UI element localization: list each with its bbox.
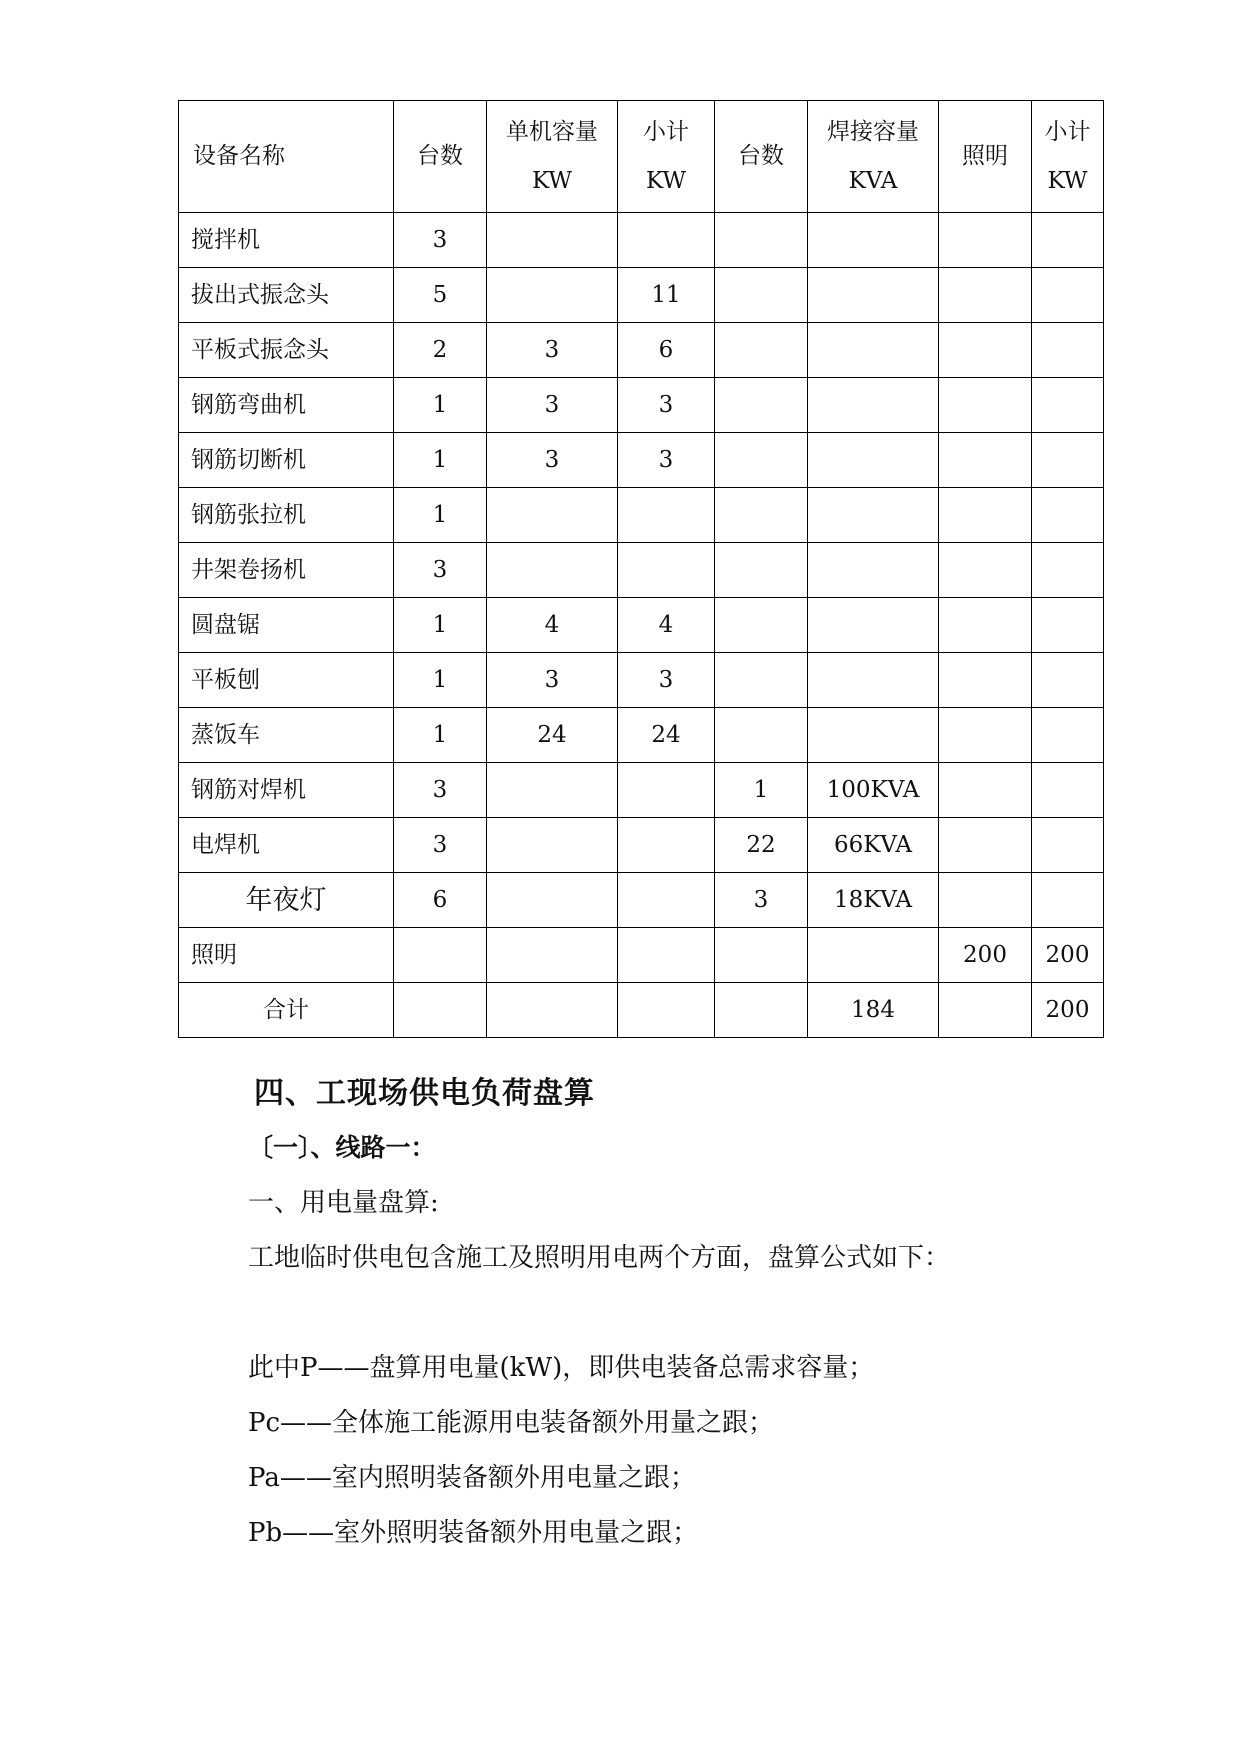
row-subtotal bbox=[618, 543, 715, 598]
row-unit-capacity bbox=[487, 268, 618, 323]
row-count: 3 bbox=[394, 543, 487, 598]
header-subtotal2-unit: KW bbox=[1047, 167, 1088, 194]
row-count: 3 bbox=[394, 818, 487, 873]
row-name: 合计 bbox=[179, 983, 394, 1038]
row-count2 bbox=[715, 653, 808, 708]
row-count2 bbox=[715, 213, 808, 268]
table-row bbox=[179, 653, 1104, 708]
row-subtotal2 bbox=[1032, 653, 1104, 708]
row-subtotal2 bbox=[1032, 323, 1104, 378]
row-lighting bbox=[939, 708, 1032, 763]
row-name: 搅拌机 bbox=[179, 213, 394, 268]
row-lighting bbox=[939, 488, 1032, 543]
row-welding-capacity bbox=[808, 433, 939, 488]
row-subtotal bbox=[618, 873, 715, 928]
row-subtotal2: 200 bbox=[1032, 983, 1104, 1038]
row-name: 圆盘锯 bbox=[179, 598, 394, 653]
subsection-heading: 〔一〕、线路一： bbox=[248, 1133, 436, 1162]
row-unit-capacity: 24 bbox=[487, 708, 618, 763]
table-row bbox=[179, 488, 1104, 543]
row-count2 bbox=[715, 708, 808, 763]
row-subtotal2 bbox=[1032, 818, 1104, 873]
row-unit-capacity bbox=[487, 818, 618, 873]
paragraph: Pc——全体施工能源用电装备额外用量之跟； bbox=[248, 1408, 775, 1438]
row-welding-capacity bbox=[808, 543, 939, 598]
row-subtotal bbox=[618, 763, 715, 818]
row-count: 2 bbox=[394, 323, 487, 378]
row-name: 平板式振念头 bbox=[179, 323, 394, 378]
row-subtotal: 3 bbox=[618, 378, 715, 433]
header-lighting: 照明 bbox=[962, 143, 1008, 169]
paragraph: 此中P——盘算用电量(kW)，即供电装备总需求容量； bbox=[248, 1353, 875, 1383]
table-row bbox=[179, 763, 1104, 818]
header-welding-capacity-unit: KVA bbox=[848, 167, 898, 194]
paragraph: 工地临时供电包含施工及照明用电两个方面，盘算公式如下： bbox=[248, 1243, 951, 1273]
row-count2 bbox=[715, 928, 808, 983]
row-count bbox=[394, 983, 487, 1038]
section-heading: 四、工现场供电负荷盘算 bbox=[254, 1076, 595, 1111]
row-welding-capacity bbox=[808, 213, 939, 268]
header-welding-capacity: 焊接容量 bbox=[827, 118, 919, 145]
header-subtotal2-cell bbox=[1032, 101, 1104, 213]
row-subtotal: 6 bbox=[618, 323, 715, 378]
row-subtotal2 bbox=[1032, 763, 1104, 818]
header-subtotal: 小计 bbox=[643, 118, 689, 145]
row-welding-capacity: 66KVA bbox=[808, 818, 939, 873]
row-subtotal2 bbox=[1032, 433, 1104, 488]
row-subtotal: 24 bbox=[618, 708, 715, 763]
row-count: 3 bbox=[394, 213, 487, 268]
header-unit-capacity-cell bbox=[487, 101, 618, 213]
row-name: 钢筋弯曲机 bbox=[179, 378, 394, 433]
row-subtotal bbox=[618, 928, 715, 983]
row-count2 bbox=[715, 543, 808, 598]
row-subtotal2 bbox=[1032, 873, 1104, 928]
table-row bbox=[179, 873, 1104, 928]
row-welding-capacity bbox=[808, 928, 939, 983]
row-count: 1 bbox=[394, 598, 487, 653]
table-row bbox=[179, 378, 1104, 433]
row-unit-capacity: 3 bbox=[487, 653, 618, 708]
paragraph: Pa——室内照明装备额外用电量之跟； bbox=[248, 1463, 696, 1493]
row-welding-capacity: 18KVA bbox=[808, 873, 939, 928]
row-name: 年夜灯 bbox=[179, 873, 394, 928]
row-welding-capacity bbox=[808, 598, 939, 653]
table-total-row bbox=[179, 983, 1104, 1038]
row-lighting bbox=[939, 763, 1032, 818]
row-count2 bbox=[715, 433, 808, 488]
row-name: 照明 bbox=[179, 928, 394, 983]
row-count2 bbox=[715, 983, 808, 1038]
row-lighting bbox=[939, 543, 1032, 598]
row-subtotal: 3 bbox=[618, 653, 715, 708]
row-lighting bbox=[939, 598, 1032, 653]
row-unit-capacity bbox=[487, 763, 618, 818]
row-name: 井架卷扬机 bbox=[179, 543, 394, 598]
table-row bbox=[179, 323, 1104, 378]
row-name: 平板刨 bbox=[179, 653, 394, 708]
row-count: 1 bbox=[394, 433, 487, 488]
header-unit-capacity: 单机容量 bbox=[506, 118, 598, 145]
row-welding-capacity bbox=[808, 378, 939, 433]
header-subtotal-unit: KW bbox=[645, 167, 686, 194]
row-subtotal2 bbox=[1032, 378, 1104, 433]
row-unit-capacity: 3 bbox=[487, 378, 618, 433]
row-name: 蒸饭车 bbox=[179, 708, 394, 763]
row-lighting: 200 bbox=[939, 928, 1032, 983]
row-subtotal2 bbox=[1032, 213, 1104, 268]
row-count: 1 bbox=[394, 653, 487, 708]
table-row bbox=[179, 818, 1104, 873]
row-welding-capacity: 100KVA bbox=[808, 763, 939, 818]
row-welding-capacity bbox=[808, 323, 939, 378]
table-header-row bbox=[179, 101, 1104, 213]
header-welding-capacity-cell bbox=[808, 101, 939, 213]
row-unit-capacity: 3 bbox=[487, 433, 618, 488]
row-subtotal2 bbox=[1032, 543, 1104, 598]
row-unit-capacity bbox=[487, 488, 618, 543]
header-lighting-cell bbox=[939, 101, 1032, 213]
paragraph: 一、用电量盘算: bbox=[248, 1188, 439, 1218]
row-lighting bbox=[939, 268, 1032, 323]
row-unit-capacity: 4 bbox=[487, 598, 618, 653]
row-lighting bbox=[939, 378, 1032, 433]
table-row bbox=[179, 213, 1104, 268]
header-count-cell bbox=[394, 101, 487, 213]
table-row bbox=[179, 268, 1104, 323]
header-count2: 台数 bbox=[738, 143, 784, 169]
row-subtotal: 11 bbox=[618, 268, 715, 323]
table-row bbox=[179, 928, 1104, 983]
row-subtotal bbox=[618, 488, 715, 543]
row-name: 拔出式振念头 bbox=[179, 268, 394, 323]
row-lighting bbox=[939, 983, 1032, 1038]
row-count: 1 bbox=[394, 488, 487, 543]
row-subtotal2: 200 bbox=[1032, 928, 1104, 983]
row-name: 钢筋切断机 bbox=[179, 433, 394, 488]
equipment-load-table bbox=[178, 100, 1104, 1038]
row-count2 bbox=[715, 598, 808, 653]
row-subtotal: 3 bbox=[618, 433, 715, 488]
row-unit-capacity bbox=[487, 873, 618, 928]
row-lighting bbox=[939, 433, 1032, 488]
header-unit-capacity-unit: KW bbox=[531, 167, 572, 194]
header-count2-cell bbox=[715, 101, 808, 213]
row-count2: 1 bbox=[715, 763, 808, 818]
row-unit-capacity bbox=[487, 983, 618, 1038]
header-count: 台数 bbox=[417, 143, 463, 169]
table-row bbox=[179, 543, 1104, 598]
row-count2 bbox=[715, 488, 808, 543]
row-subtotal bbox=[618, 213, 715, 268]
row-subtotal bbox=[618, 818, 715, 873]
table-row bbox=[179, 433, 1104, 488]
row-welding-capacity bbox=[808, 708, 939, 763]
row-count: 1 bbox=[394, 708, 487, 763]
row-count: 3 bbox=[394, 763, 487, 818]
row-count2 bbox=[715, 378, 808, 433]
row-count2 bbox=[715, 323, 808, 378]
row-unit-capacity bbox=[487, 928, 618, 983]
row-count: 6 bbox=[394, 873, 487, 928]
row-welding-capacity bbox=[808, 653, 939, 708]
row-subtotal: 4 bbox=[618, 598, 715, 653]
row-count: 1 bbox=[394, 378, 487, 433]
header-name-cell bbox=[179, 101, 394, 213]
row-subtotal2 bbox=[1032, 598, 1104, 653]
row-subtotal2 bbox=[1032, 488, 1104, 543]
row-unit-capacity: 3 bbox=[487, 323, 618, 378]
row-subtotal bbox=[618, 983, 715, 1038]
row-name: 钢筋张拉机 bbox=[179, 488, 394, 543]
table-row bbox=[179, 598, 1104, 653]
row-count: 5 bbox=[394, 268, 487, 323]
row-welding-capacity bbox=[808, 488, 939, 543]
paragraph: Pb——室外照明装备额外用电量之跟； bbox=[248, 1518, 699, 1548]
row-count2: 3 bbox=[715, 873, 808, 928]
row-lighting bbox=[939, 653, 1032, 708]
row-count bbox=[394, 928, 487, 983]
row-subtotal2 bbox=[1032, 708, 1104, 763]
row-count2: 22 bbox=[715, 818, 808, 873]
header-subtotal2: 小计 bbox=[1044, 118, 1091, 145]
row-unit-capacity bbox=[487, 213, 618, 268]
header-subtotal-cell bbox=[618, 101, 715, 213]
row-unit-capacity bbox=[487, 543, 618, 598]
row-lighting bbox=[939, 213, 1032, 268]
row-lighting bbox=[939, 818, 1032, 873]
row-count2 bbox=[715, 268, 808, 323]
row-welding-capacity bbox=[808, 268, 939, 323]
header-name: 设备名称 bbox=[193, 143, 285, 169]
row-lighting bbox=[939, 323, 1032, 378]
row-lighting bbox=[939, 873, 1032, 928]
table-row bbox=[179, 708, 1104, 763]
row-welding-capacity: 184 bbox=[808, 983, 939, 1038]
row-name: 电焊机 bbox=[179, 818, 394, 873]
row-name: 钢筋对焊机 bbox=[179, 763, 394, 818]
row-subtotal2 bbox=[1032, 268, 1104, 323]
